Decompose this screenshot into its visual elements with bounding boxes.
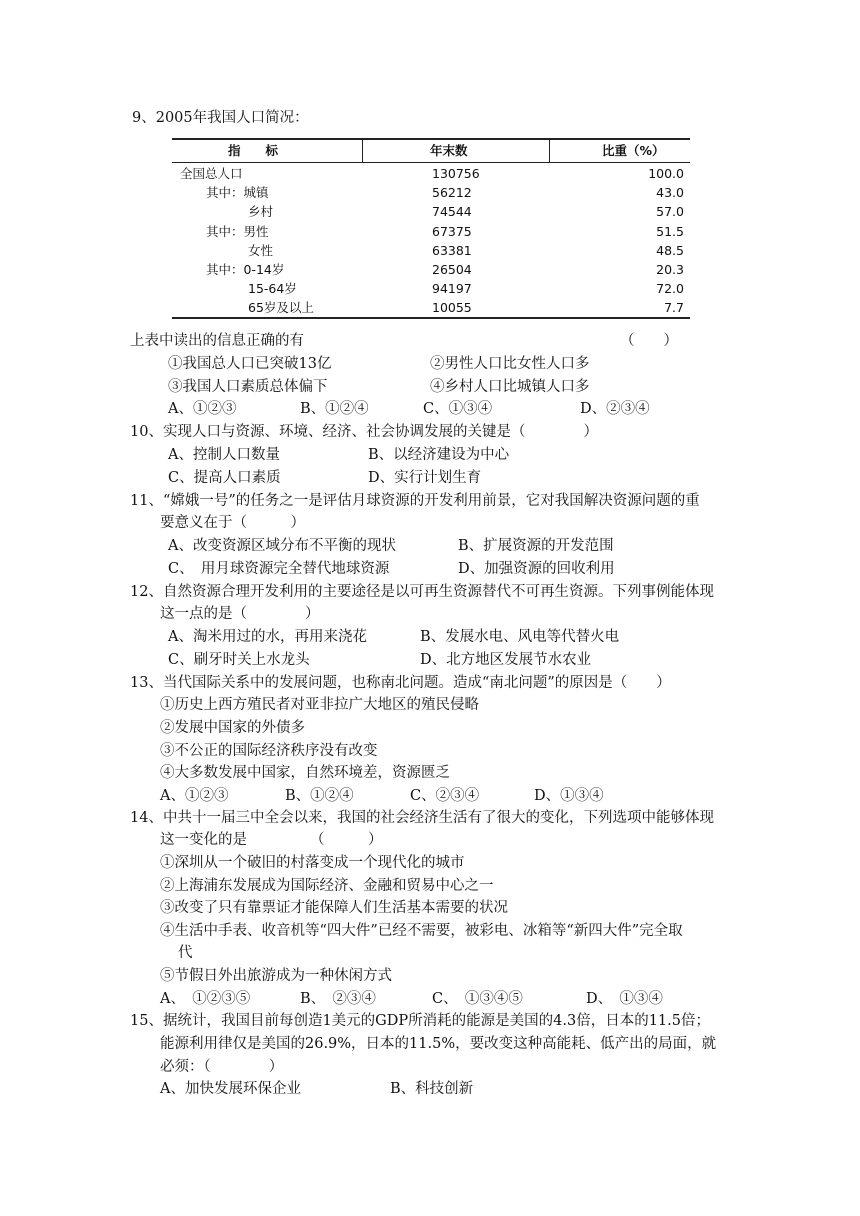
q12-option-c: C、刷牙时关上水龙头: [168, 652, 310, 668]
row-indicator: 其中：城镇: [206, 185, 269, 201]
table-header: [172, 140, 690, 163]
q15-stem-line3: 必须：（ ）: [160, 1059, 284, 1075]
q14-statement-5: ⑤节假日外出旅游成为一种休闲方式: [160, 968, 392, 984]
q14-statement-4-line1: ④生活中手表、收音机等“四大件”已经不需要，被彩电、冰箱等“新四大件”完全取: [160, 923, 683, 939]
q9-option-d: D、②③④: [580, 401, 650, 417]
q12-option-a: A、淘米用过的水，再用来浇花: [168, 629, 367, 645]
row-indicator: 65岁及以上: [248, 300, 314, 316]
table-row: [172, 298, 690, 318]
q9-statement-3: ③我国人口素质总体偏下: [168, 379, 328, 395]
q14-stem-line2: 这一变化的是: [160, 832, 247, 848]
row-year-end-value: 63381: [432, 242, 472, 258]
q11-stem-line1: 11、“嫦娥一号”的任务之一是评估月球资源的开发利用前景，它对我国解决资源问题的重: [130, 493, 700, 509]
q11-option-c: C、 用月球资源完全替代地球资源: [168, 561, 390, 577]
row-indicator: 15-64岁: [248, 281, 297, 297]
row-proportion: 7.7: [664, 300, 684, 316]
q14-statement-4-line2: 代: [178, 945, 193, 961]
q9-option-b: B、①②④: [300, 401, 369, 417]
q13-statement-4: ④大多数发展中国家，自然环境差，资源匮乏: [160, 765, 450, 781]
header-year-end: 年末数: [430, 143, 468, 158]
q14-stem-line1: 14、中共十一届三中全会以来，我国的社会经济生活有了很大的变化，下列选项中能够体现: [130, 810, 714, 826]
row-proportion: 48.5: [656, 242, 684, 258]
table-row: [172, 222, 690, 242]
q11-option-b: B、扩展资源的开发范围: [458, 538, 614, 554]
table-row: [172, 183, 690, 203]
q11-option-a: A、改变资源区域分布不平衡的现状: [168, 538, 396, 554]
row-year-end-value: 10055: [432, 300, 472, 316]
q13-option-d: D、①③④: [534, 788, 604, 804]
q13-statement-1: ①历史上西方殖民者对亚非拉广大地区的殖民侵略: [160, 697, 479, 713]
row-year-end-value: 67375: [432, 223, 472, 239]
row-year-end-value: 56212: [432, 185, 472, 201]
header-proportion: 比重（%）: [602, 143, 665, 158]
table-row: [172, 279, 690, 299]
q10-stem: 10、实现人口与资源、环境、经济、社会协调发展的关键是（ ）: [130, 424, 598, 440]
q12-option-d: D、北方地区发展节水农业: [420, 652, 592, 668]
row-indicator: 其中：男性: [206, 223, 269, 239]
row-proportion: 20.3: [656, 262, 684, 277]
q14-statement-2: ②上海浦东发展成为国际经济、金融和贸易中心之一: [160, 878, 494, 894]
q13-statement-3: ③不公正的国际经济秩序没有改变: [160, 743, 378, 759]
row-year-end-value: 74544: [432, 204, 472, 220]
q14-option-d: D、 ①③④: [586, 991, 663, 1007]
q10-option-c: C、提高人口素质: [168, 470, 281, 486]
table-row: [172, 260, 690, 280]
row-year-end-value: 94197: [432, 281, 472, 297]
row-year-end-value: 26504: [432, 262, 472, 277]
q9-option-c: C、①③④: [423, 401, 493, 417]
header-indicator: 指 标: [228, 143, 279, 158]
q13-stem: 13、当代国际关系中的发展问题，也称南北问题。造成“南北问题”的原因是（ ）: [130, 675, 671, 691]
q14-statement-1: ①深圳从一个破旧的村落变成一个现代化的城市: [160, 855, 465, 871]
q14-option-b: B、 ②③④: [300, 991, 376, 1007]
row-year-end-value: 130756: [432, 166, 480, 181]
q9-statement-1: ①我国总人口已突破13亿: [168, 356, 332, 372]
row-proportion: 43.0: [656, 185, 684, 201]
row-indicator: 乡村: [248, 204, 274, 220]
q13-option-c: C、②③④: [410, 788, 480, 804]
q9-statement-2: ②男性人口比女性人口多: [430, 356, 590, 372]
table-row: [172, 164, 690, 184]
q15-stem-line1: 15、据统计，我国目前每创造1美元的GDP所消耗的能源是美国的4.3倍，日本的11.5倍；: [130, 1013, 710, 1029]
q10-option-d: D、实行计划生育: [368, 470, 482, 486]
q15-option-a: A、加快发展环保企业: [160, 1081, 301, 1097]
q15-stem-line2: 能源利用律仅是美国的26.9%，日本的11.5%，要改变这种高能耗、低产出的局面，就: [160, 1036, 717, 1052]
q9-title: 9、2005年我国人口简况：: [132, 110, 309, 126]
q9-statement-4: ④乡村人口比城镇人口多: [430, 379, 590, 395]
q13-option-b: B、①②④: [285, 788, 354, 804]
q13-statement-2: ②发展中国家的外债多: [160, 720, 305, 736]
row-proportion: 57.0: [656, 204, 684, 220]
q14-option-c: C、 ①③④⑤: [432, 991, 523, 1007]
row-indicator: 其中：0-14岁: [206, 262, 285, 277]
row-proportion: 51.5: [656, 223, 684, 239]
table-row: [172, 202, 690, 222]
q14-statement-3: ③改变了只有靠票证才能保障人们生活基本需要的状况: [160, 900, 508, 916]
q12-stem-line1: 12、自然资源合理开发利用的主要途径是以可再生资源替代不可再生资源。下列事例能体现: [130, 584, 714, 600]
q12-option-b: B、发展水电、风电等代替火电: [420, 629, 620, 645]
q15-option-b: B、科技创新: [390, 1081, 474, 1097]
q9-stem: 上表中读出的信息正确的有: [130, 333, 304, 349]
table-row: [172, 241, 690, 261]
q14-answer-paren: （ ）: [310, 832, 383, 848]
q9-answer-paren: （ ）: [620, 333, 678, 349]
q13-option-a: A、①②③: [160, 788, 229, 804]
q11-stem-line2: 要意义在于（ ）: [160, 515, 305, 531]
population-table: [172, 138, 690, 319]
q10-option-a: A、控制人口数量: [168, 447, 280, 463]
row-proportion: 100.0: [648, 166, 684, 181]
row-proportion: 72.0: [656, 281, 684, 297]
q9-option-a: A、①②③: [168, 401, 237, 417]
q12-stem-line2: 这一点的是（ ）: [160, 606, 320, 622]
row-indicator: 全国总人口: [180, 166, 243, 181]
q11-option-d: D、加强资源的回收利用: [458, 561, 615, 577]
row-indicator: 女性: [248, 242, 274, 258]
q10-option-b: B、以经济建设为中心: [368, 447, 510, 463]
q14-option-a: A、 ①②③⑤: [160, 991, 251, 1007]
